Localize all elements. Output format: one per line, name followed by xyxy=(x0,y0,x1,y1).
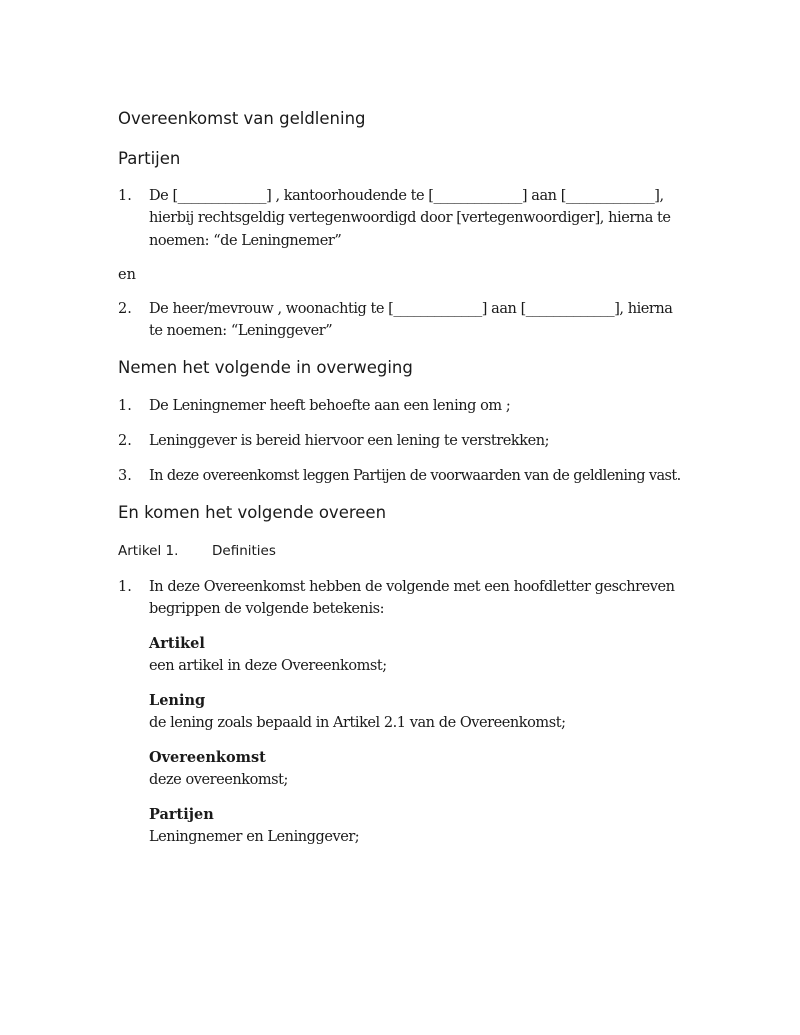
consideration-1-number: 1. xyxy=(118,398,132,414)
definition-meaning: Leningnemer en Leninggever; xyxy=(149,829,360,845)
party-1-line-1: De [_____________] , kantoorhoudende te [_____________] aan [_____________], xyxy=(149,188,664,204)
party-1-line-2: hierbij rechtsgeldig vertegenwoordigd door [vertegenwoordiger], hierna te xyxy=(149,210,671,226)
party-1-number: 1. xyxy=(118,188,132,204)
consideration-2-number: 2. xyxy=(118,433,132,449)
consideration-2-text: Leninggever is bereid hiervoor een lening te verstrekken; xyxy=(149,433,550,449)
definition-meaning: deze overeenkomst; xyxy=(149,772,288,788)
definition-term: Artikel xyxy=(149,635,205,652)
article-1-label: Artikel 1. xyxy=(118,543,179,559)
clause-1-number: 1. xyxy=(118,579,132,595)
consideration-1-text: De Leningnemer heeft behoefte aan een lening om ; xyxy=(149,398,511,414)
party-1-line-3: noemen: “de Leningnemer” xyxy=(149,233,342,249)
document-title: Overeenkomst van geldlening xyxy=(118,109,366,128)
considerations-heading: Nemen het volgende in overweging xyxy=(118,358,413,377)
article-1-heading xyxy=(118,542,276,560)
party-2-line-2: te noemen: “Leninggever” xyxy=(149,323,333,339)
definition-meaning: een artikel in deze Overeenkomst; xyxy=(149,658,387,674)
clause-1-line-1: In deze Overeenkomst hebben de volgende met een hoofdletter geschreven xyxy=(149,579,675,595)
party-2-line-1: De heer/mevrouw , woonachtig te [_____________] aan [_____________], hierna xyxy=(149,301,673,317)
definition-meaning: de lening zoals bepaald in Artikel 2.1 van de Overeenkomst; xyxy=(149,715,566,731)
article-1-title: Definities xyxy=(212,543,276,559)
agreement-heading: En komen het volgende overeen xyxy=(118,503,387,522)
definition-term: Lening xyxy=(149,692,206,709)
definition-term: Partijen xyxy=(149,806,214,823)
clause-1-line-2: begrippen de volgende betekenis: xyxy=(149,601,385,617)
conjunction-text: en xyxy=(118,267,136,283)
party-2-number: 2. xyxy=(118,301,132,317)
consideration-3-text: In deze overeenkomst leggen Partijen de voorwaarden van de geldlening vast. xyxy=(149,468,681,484)
definition-term: Overeenkomst xyxy=(149,749,266,766)
parties-heading: Partijen xyxy=(118,149,181,168)
consideration-3-number: 3. xyxy=(118,468,132,484)
